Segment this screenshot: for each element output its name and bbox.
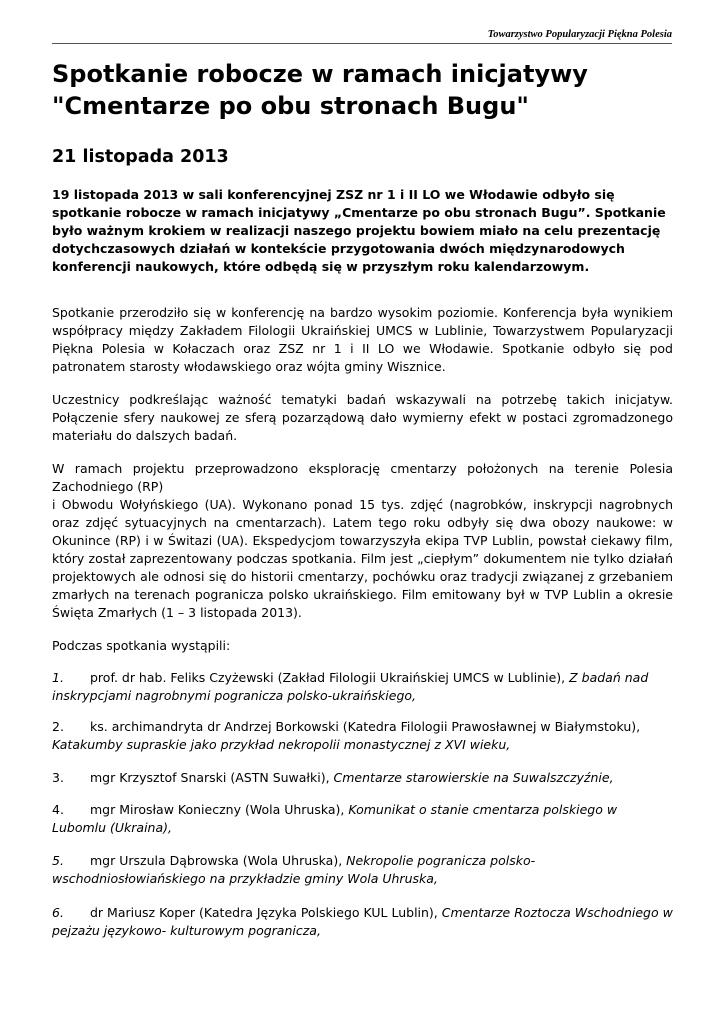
speaker-person: dr Mariusz Koper (Katedra Języka Polskiego KUL Lublin), — [90, 905, 442, 920]
speaker-item — [52, 718, 673, 754]
paragraph-3-part-1: W ramach projektu przeprowadzono eksplorację cmentarzy położonych na terenie Polesia Zachodniego (RP) — [52, 461, 673, 494]
title-line-2: "Cmentarze po obu stronach Bugu" — [52, 92, 529, 120]
speaker-number: 6. — [52, 905, 64, 920]
speaker-number: 2. — [52, 719, 64, 734]
speaker-talk-title: Nekropolie pogranicza polsko- wschodniosłowiańskiego na przykładzie gminy Wola Uhruska, — [52, 853, 536, 886]
speaker-person: ks. archimandryta dr Andrzej Borkowski (Katedra Filologii Prawosławnej w Białymstoku), — [90, 719, 641, 734]
speaker-talk-title: Z badań nad inskrypcjami nagrobnymi pogranicza polsko-ukraińskiego, — [52, 670, 649, 703]
paragraph-3 — [52, 460, 673, 622]
speaker-number: 5. — [52, 853, 64, 868]
speaker-item — [52, 801, 673, 837]
lead-paragraph: 19 listopada 2013 w sali konferencyjnej ZSZ nr 1 i II LO we Włodawie odbyło się spotkanie robocze w ramach inicjatywy „Cmentarze po obu stronach Bugu”. Spotkanie było ważnym krokiem w realizacji naszego projektu bowiem miało na celu prezentację dotychczasowych działań w kontekście przygotowania dwóch międzynarodowych konferencji naukowych, które odbędą się w przyszłym roku kalendarzowym. — [52, 187, 666, 274]
paragraph-3-part-2: i Obwodu Wołyńskiego (UA). Wykonano ponad 15 tys. zdjęć (nagrobków, inskrypcji nagrobnych oraz zdjęć sytuacyjnych na cmentarzach). Latem tego roku odbyły się dwa obozy naukowe: w Okunince (RP) i w Świtazi (UA). Ekspedycjom towarzyszyła ekipa TVP Lublin, powstał ciekawy film, który został zaprezentowany podczas spotkania. Film jest „ciepłym” dokumentem nie tylko działań projektowych ale odnosi się do historii cmentarzy, pochówku oraz tradycji związanej z grzebaniem zmarłych na terenach pogranicza polsko ukraińskiego. Film emitowany był w TVP Lublin a okresie Święta Zmarłych (1 – 3 listopada 2013). — [52, 497, 673, 620]
speaker-item — [52, 904, 673, 940]
speaker-talk-title: Cmentarze Roztocza Wschodniego w pejzażu językowo- kulturowym pogranicza, — [52, 905, 673, 938]
speaker-person: prof. dr hab. Feliks Czyżewski (Zakład Filologii Ukraińskiej UMCS w Lublinie), — [90, 670, 570, 685]
title-line-1: Spotkanie robocze w ramach inicjatywy — [52, 60, 588, 88]
speaker-number: 1. — [52, 670, 64, 685]
speaker-person: mgr Urszula Dąbrowska (Wola Uhruska), — [90, 853, 347, 868]
speaker-number: 3. — [52, 770, 64, 785]
speaker-person: mgr Krzysztof Snarski (ASTN Suwałki), — [90, 770, 334, 785]
speaker-item — [52, 669, 673, 705]
paragraph-2: Uczestnicy podkreślając ważność tematyki badań wskazywali na potrzebę takich inicjatyw. Połączenie sfery naukowej ze sferą pozarządową dało wymierny efekt w postaci zgromadzonego materiału do dalszych badań. — [52, 392, 673, 443]
speaker-talk-title: Komunikat o stanie cmentarza polskiego w Lubomlu (Ukraina), — [52, 802, 618, 835]
speaker-talk-title: Cmentarze starowierskie na Suwalszczyźnie, — [333, 770, 614, 785]
article-date: 21 listopada 2013 — [52, 147, 229, 167]
speaker-person: mgr Mirosław Konieczny (Wola Uhruska), — [90, 802, 349, 817]
speaker-item — [52, 769, 673, 787]
speaker-number: 4. — [52, 802, 64, 817]
paragraph-1: Spotkanie przerodziło się w konferencję na bardzo wysokim poziomie. Konferencja była wynikiem współpracy między Zakładem Filologii Ukraińskiej UMCS w Lublinie, Towarzystwem Popularyzacji Piękna Polesia w Kołaczach oraz ZSZ nr 1 i II LO we Włodawie. Spotkanie odbyło się pod patronatem starosty włodawskiego oraz wójta gminy Wisznice. — [52, 305, 673, 374]
speaker-item — [52, 852, 673, 888]
page-title — [52, 58, 673, 122]
speaker-talk-title: Katakumby supraskie jako przykład nekropolii monastycznej z XVI wieku, — [52, 737, 511, 752]
running-header: Towarzystwo Popularyzacji Piękna Polesia — [52, 29, 672, 44]
speakers-intro: Podczas spotkania wystąpili: — [52, 638, 231, 653]
